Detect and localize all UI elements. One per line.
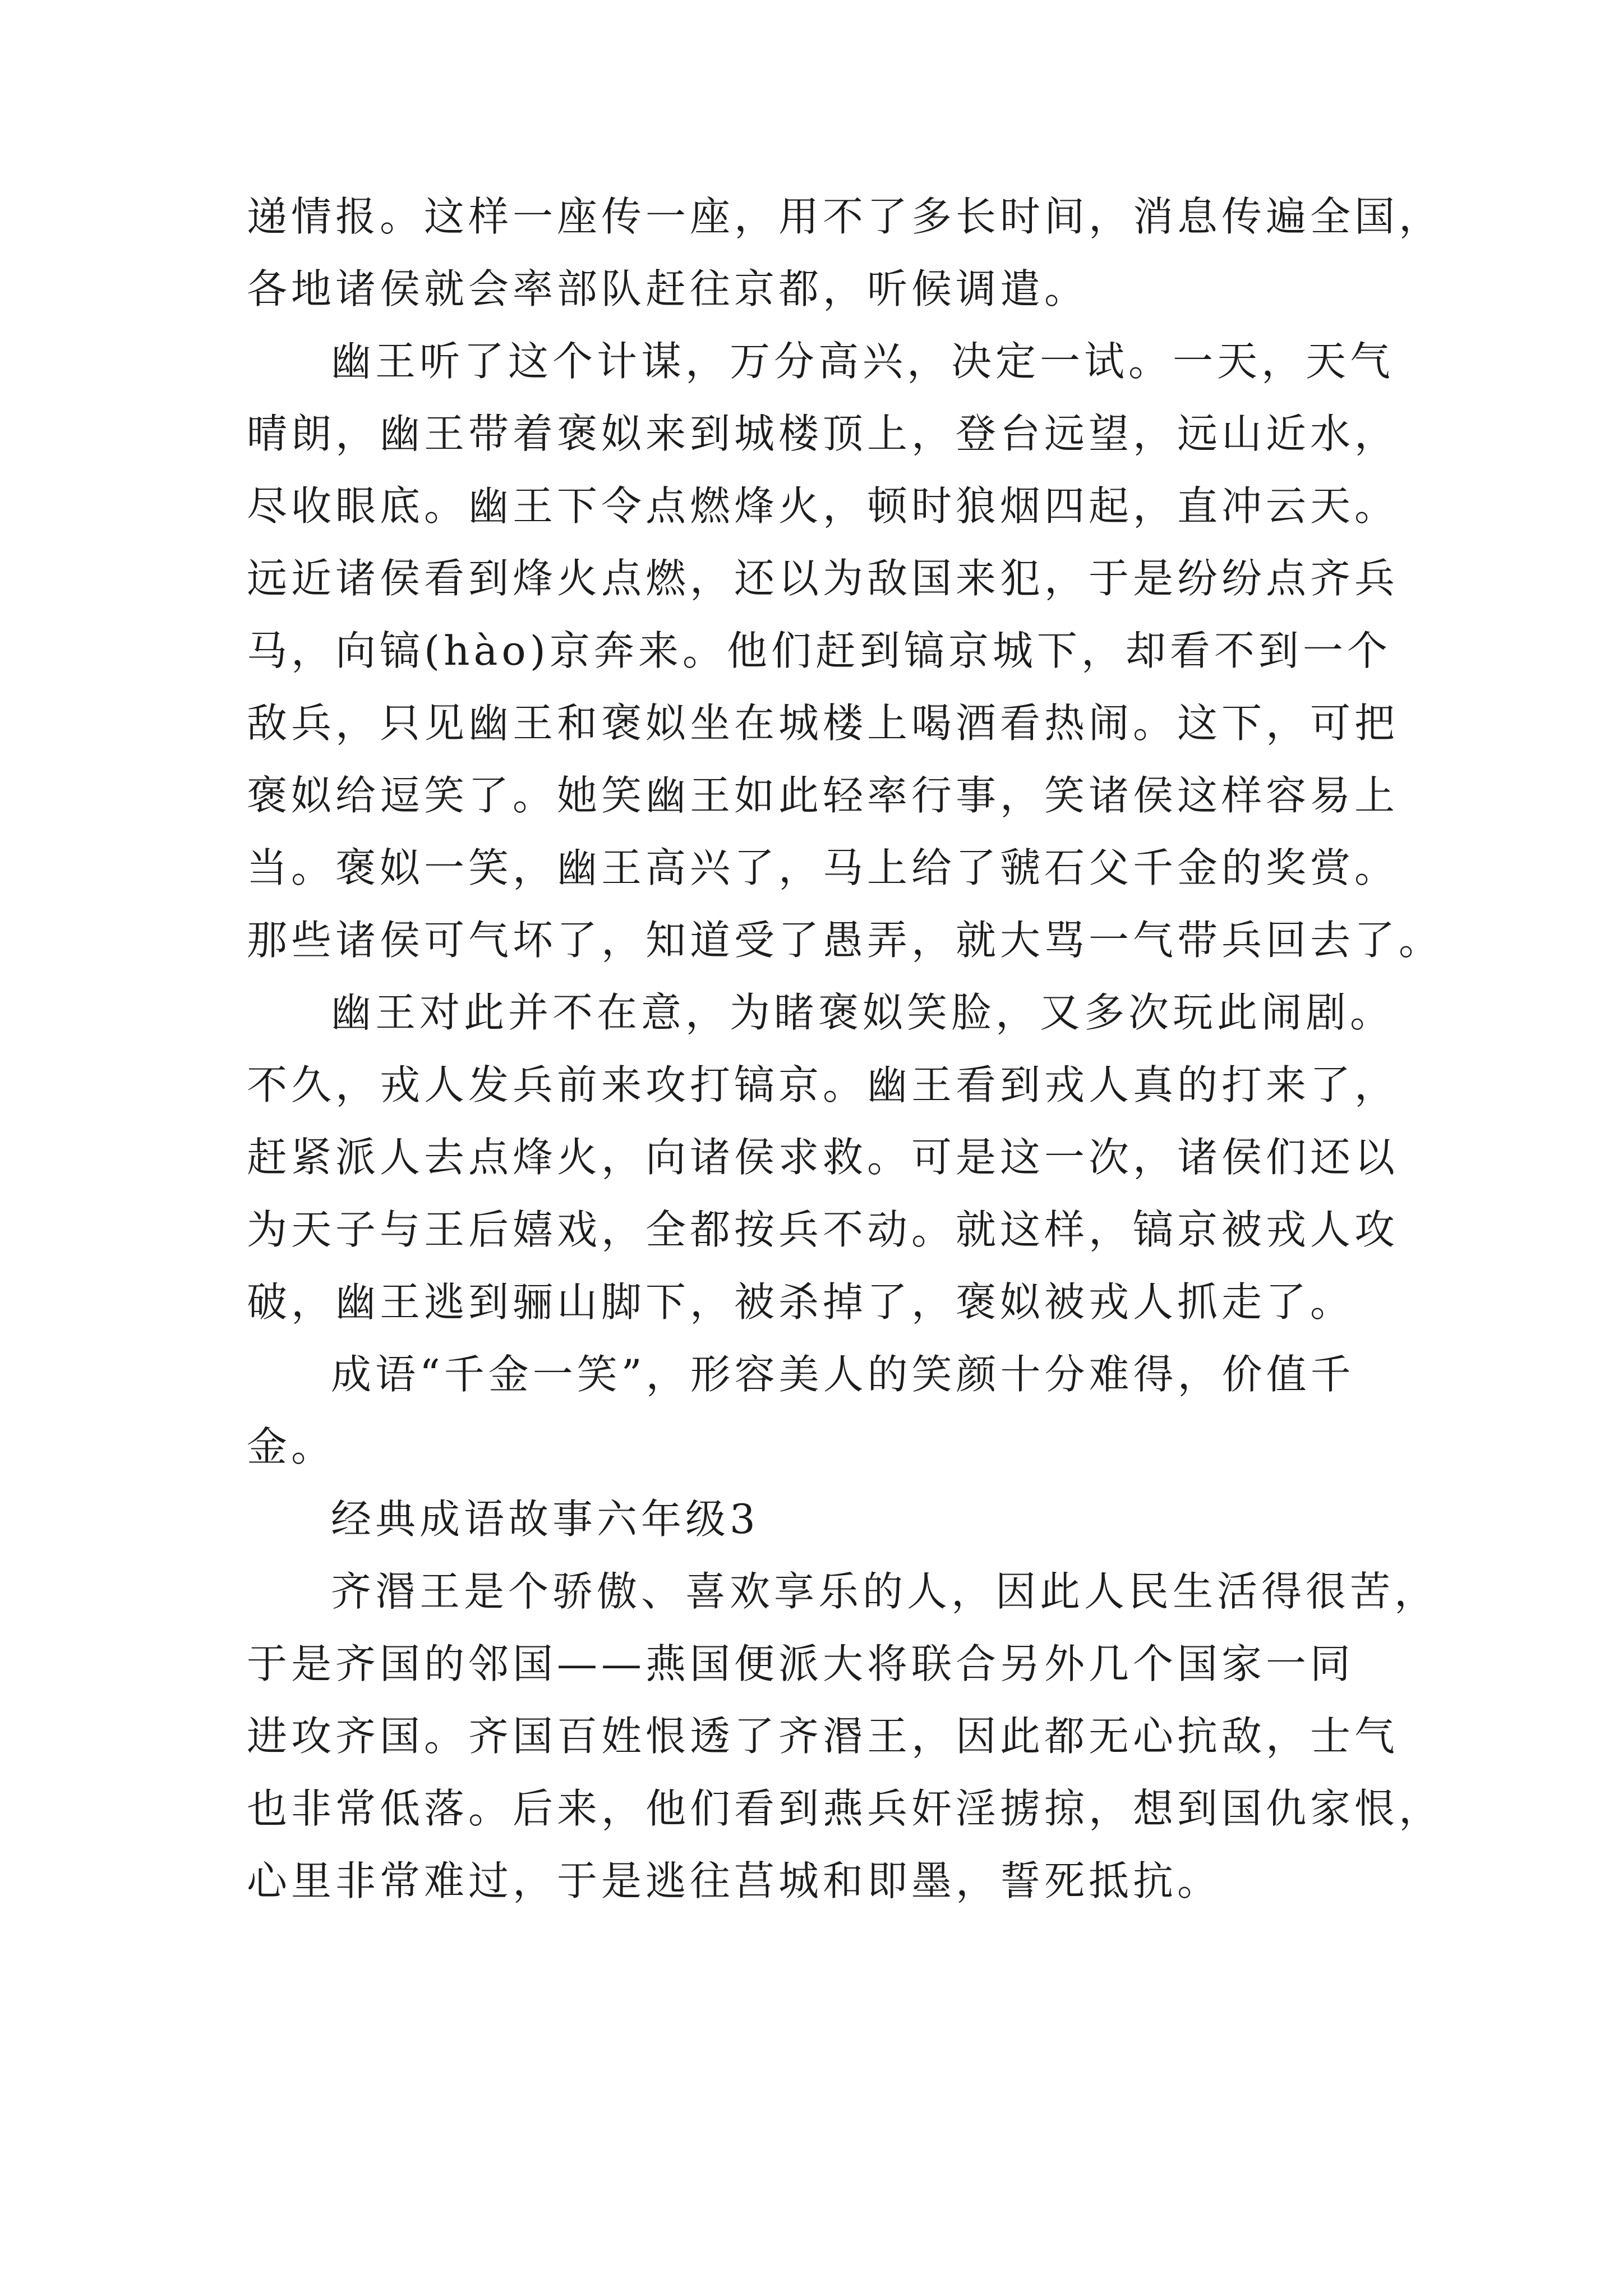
paragraph-line: 赶紧派人去点烽火，向诸侯求救。可是这一次，诸侯们还以 (247, 1134, 1399, 1181)
section-heading: 经典成语故事六年级3 (331, 1496, 759, 1543)
paragraph-line: 为天子与王后嬉戏，全都按兵不动。就这样，镐京被戎人攻 (247, 1206, 1399, 1253)
paragraph-line: 远近诸侯看到烽火点燃，还以为敌国来犯，于是纷纷点齐兵 (247, 555, 1399, 602)
paragraph-line: 递情报。这样一座传一座，用不了多长时间，消息传遍全国， (247, 193, 1444, 240)
paragraph-line: 于是齐国的邻国——燕国便派大将联合另外几个国家一同 (247, 1640, 1355, 1687)
document-body (247, 181, 1444, 1917)
paragraph-line: 晴朗，幽王带着褒姒来到城楼顶上，登台远望，远山近水， (247, 410, 1399, 457)
paragraph-line: 成语“千金一笑”，形容美人的笑颜十分难得，价值千 (331, 1351, 1355, 1398)
paragraph-line: 齐湣王是个骄傲、喜欢享乐的人，因此人民生活得很苦， (331, 1568, 1439, 1615)
paragraph-line: 破，幽王逃到骊山脚下，被杀掉了，褒姒被戎人抓走了。 (247, 1278, 1355, 1326)
paragraph-line: 尽收眼底。幽王下令点燃烽火，顿时狼烟四起，直冲云天。 (247, 482, 1399, 530)
paragraph-line: 金。 (247, 1423, 336, 1470)
paragraph-line: 不久，戎人发兵前来攻打镐京。幽王看到戎人真的打来了， (247, 1061, 1399, 1108)
paragraph-line: 心里非常难过，于是逃往莒城和即墨，誓死抵抗。 (247, 1857, 1222, 1904)
paragraph-line: 敌兵，只见幽王和褒姒坐在城楼上喝酒看热闹。这下，可把 (247, 700, 1399, 747)
paragraph-line: 各地诸侯就会率部队赶往京都，听候调遣。 (247, 265, 1089, 312)
paragraph-line: 幽王对此并不在意，为睹褒姒笑脸，又多次玩此闹剧。 (331, 989, 1395, 1036)
paragraph-line: 那些诸侯可气坏了，知道受了愚弄，就大骂一气带兵回去了。 (247, 917, 1444, 964)
paragraph-line: 马，向镐(hào)京奔来。他们赶到镐京城下，却看不到一个 (247, 627, 1391, 674)
paragraph-line: 也非常低落。后来，他们看到燕兵奸淫掳掠，想到国仇家恨， (247, 1785, 1444, 1832)
paragraph-line: 当。褒姒一笑，幽王高兴了，马上给了虢石父千金的奖赏。 (247, 844, 1399, 891)
paragraph-line: 进攻齐国。齐国百姓恨透了齐湣王，因此都无心抗敌，士气 (247, 1713, 1399, 1760)
paragraph-line: 褒姒给逗笑了。她笑幽王如此轻率行事，笑诸侯这样容易上 (247, 772, 1399, 819)
paragraph-line: 幽王听了这个计谋，万分高兴，决定一试。一天，天气 (331, 338, 1395, 385)
